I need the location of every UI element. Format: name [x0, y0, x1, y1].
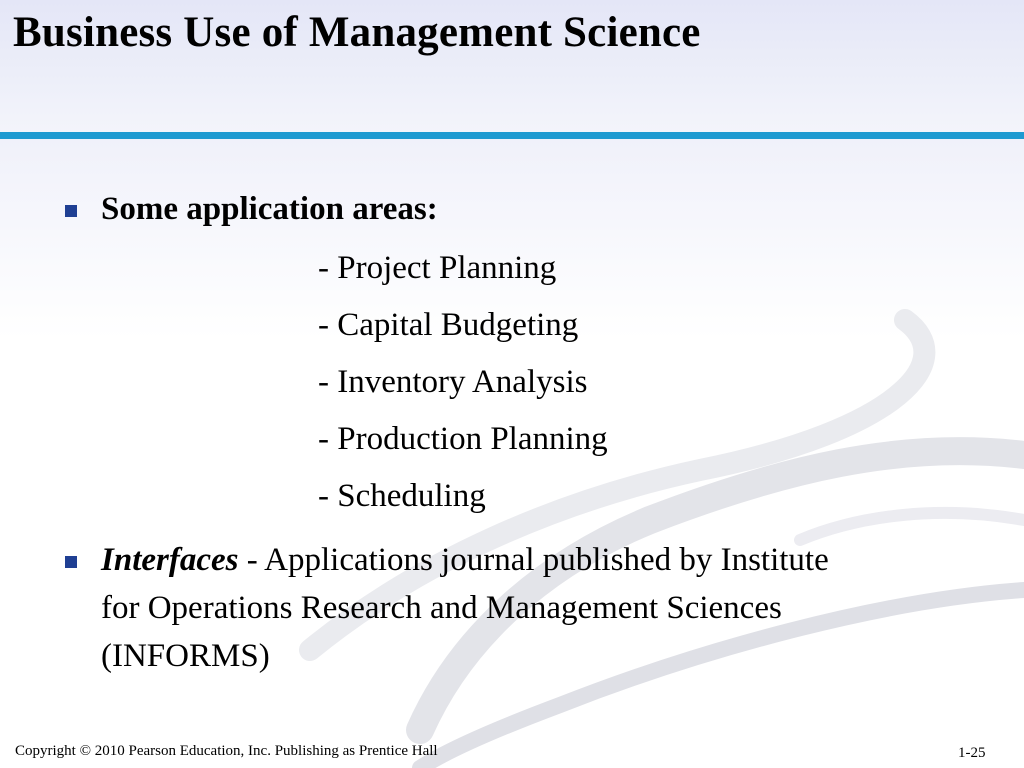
slide-title: Business Use of Management Science [13, 9, 701, 56]
square-bullet-icon [65, 205, 77, 217]
copyright-footer: Copyright © 2010 Pearson Education, Inc. Publishing as Prentice Hall [15, 743, 438, 759]
bullet-text-line: for Operations Research and Management Sciences [101, 590, 782, 626]
bullet-heading: Some application areas: [101, 191, 438, 227]
page-number: 1-25 [958, 745, 986, 761]
list-item: - Project Planning [318, 250, 557, 286]
journal-name: Interfaces [101, 542, 239, 578]
list-item: - Capital Budgeting [318, 307, 579, 343]
title-divider [0, 132, 1024, 139]
list-item: - Scheduling [318, 478, 486, 514]
bullet-text-line [101, 544, 829, 577]
list-item: - Production Planning [318, 421, 608, 457]
bullet-text-line: (INFORMS) [101, 638, 270, 674]
square-bullet-icon [65, 556, 77, 568]
bullet-text: - Applications journal published by Institute [238, 542, 829, 578]
list-item: - Inventory Analysis [318, 364, 588, 400]
